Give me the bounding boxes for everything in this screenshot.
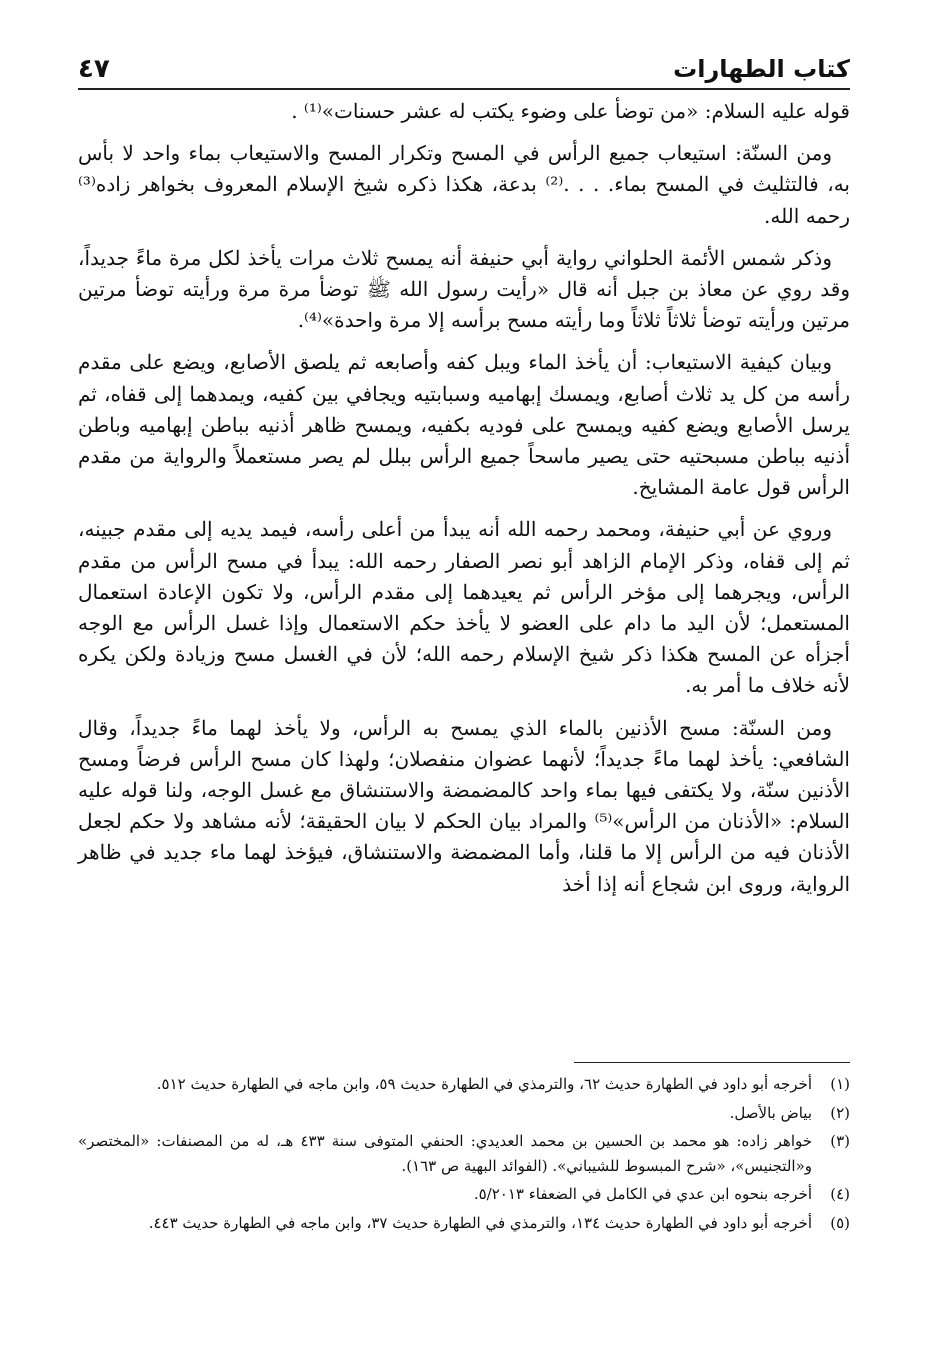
- paragraph: وبيان كيفية الاستيعاب: أن يأخذ الماء ويبل كفه وأصابعه ثم يلصق الأصابع، ويضع على مقدم رأسه من كل يد ثلاث أصابع، ويمسك إبهاميه وسبابتيه ويجافي بين كفيه، ويمدهما إلى قفاه، ثم يرسل الأصابع ويضع كفيه ويمسح على فوديه بكفيه، ويمسح ظاهر أذنيه بباطن إبهاميه وباطن أذنيه بباطن مسبحتيه حتى يصير ماسحاً جميع الرأس ببلل لم يصر مستعملاً والرواية من مقدم الرأس قول عامة المشايخ.: [78, 350, 850, 500]
- footnote-number: (١): [830, 1075, 850, 1093]
- footnote-number: (٣): [830, 1132, 850, 1150]
- page-header: [78, 50, 850, 90]
- paragraph: وروي عن أبي حنيفة، ومحمد رحمه الله أنه يبدأ من أعلى رأسه، فيمد يديه إلى مقدم جبينه، ثم إلى قفاه، وذكر الإمام الزاهد أبو نصر الصفار رحمه الله: يبدأ في مسح الرأس من مقدم الرأس، ويجرهما إلى مؤخر الرأس ثم يعيدهما إلى مقدم الرأس، ولا تكون الإعادة استعمال المستعمل؛ لأن اليد ما دام على العضو لا يأخذ حكم الاستعمال وإذا غسل الرأس مع الوجه أجزأه عن المسح هكذا ذكر شيخ الإسلام رحمه الله؛ لأن في الغسل مسح وزيادة ولكن يكره لأنه خلاف ما أمر به.: [78, 517, 850, 698]
- paragraph: قوله عليه السلام: «من توضأ على وضوء يكتب له عشر حسنات»⁽¹⁾ .: [291, 99, 850, 123]
- footnote: [78, 1129, 850, 1178]
- footnote-number: (٢): [830, 1103, 850, 1122]
- footnote: [78, 1182, 850, 1207]
- footnote: [78, 1211, 850, 1236]
- footnote-text: أخرجه أبو داود في الطهارة حديث ١٣٤، والترمذي في الطهارة حديث ٣٧، وابن ماجه في الطهارة حديث ٤٤٣.: [148, 1213, 812, 1232]
- paragraph: ومن السنّة: استيعاب جميع الرأس في المسح وتكرار المسح والاستيعاب بماء واحد لا بأس به، فالتثليث في المسح بماء. . . .⁽²⁾ بدعة، هكذا ذكره شيخ الإسلام المعروف بخواهر زاده⁽³⁾ رحمه الله.: [78, 141, 850, 228]
- footnote-number: (٥): [830, 1213, 850, 1232]
- main-text: [78, 96, 850, 911]
- footnote-text: بياض بالأصل.: [729, 1103, 812, 1122]
- footnote: [78, 1101, 850, 1126]
- page-number: ٤٧: [78, 54, 110, 84]
- paragraph: ومن السنّة: مسح الأذنين بالماء الذي يمسح به الرأس، ولا يأخذ لهما ماءً جديداً، وقال الشافعي: يأخذ لهما ماءً جديداً؛ لأنهما عضوان منفصلان؛ ولهذا كان مسح الرأس فرضاً ومسح الأذنين سنّة، ولا يكتفى فيها بماء واحد كالمضمضة والاستنشاق مع غسل الوجه، ولنا قوله عليه السلام: «الأذنان من الرأس»⁽⁵⁾ والمراد بيان الحكم لا بيان الحقيقة؛ لأنه مشاهد ولا حكم لجعل الأذنان فيه من الرأس إلا ما قلنا، وأما المضمضة والاستنشاق، فيؤخذ لهما ماء جديد في ظاهر الرواية، وروى ابن شجاع أنه إذا أخذ: [78, 715, 850, 896]
- footnote-text: أخرجه أبو داود في الطهارة حديث ٦٢، والترمذي في الطهارة حديث ٥٩، وابن ماجه في الطهارة حديث ٥١٢.: [156, 1075, 812, 1093]
- footnote-divider: [574, 1062, 850, 1063]
- paragraph: وذكر شمس الأئمة الحلواني رواية أبي حنيفة أنه يمسح ثلاث مرات يأخذ لكل مرة ماءً جديداً، وقد روي عن معاذ بن جبل أنه قال «رأيت رسول الله ﷺ توضأ مرة مرة ورأيته توضأ مرتين مرتين ورأيته توضأ ثلاثاً ثلاثاً وما رأيته مسح برأسه إلا مرة واحدة»⁽⁴⁾.: [78, 245, 850, 333]
- running-title: كتاب الطهارات: [673, 55, 850, 83]
- footnotes: [78, 1072, 850, 1239]
- footnote: [78, 1072, 850, 1097]
- footnote-text: خواهر زاده: هو محمد بن الحسين بن محمد العديدي: الحنفي المتوفى سنة ٤٣٣ هـ، له من المصنفات: «المختصر» و«التجنيس»، «شرح المبسوط للشيباني». (الفوائد البهية ص ١٦٣).: [78, 1132, 813, 1175]
- footnote-number: (٤): [830, 1185, 850, 1203]
- footnote-text: أخرجه بنحوه ابن عدي في الكامل في الضعفاء ٥/٢٠١٣.: [473, 1185, 812, 1203]
